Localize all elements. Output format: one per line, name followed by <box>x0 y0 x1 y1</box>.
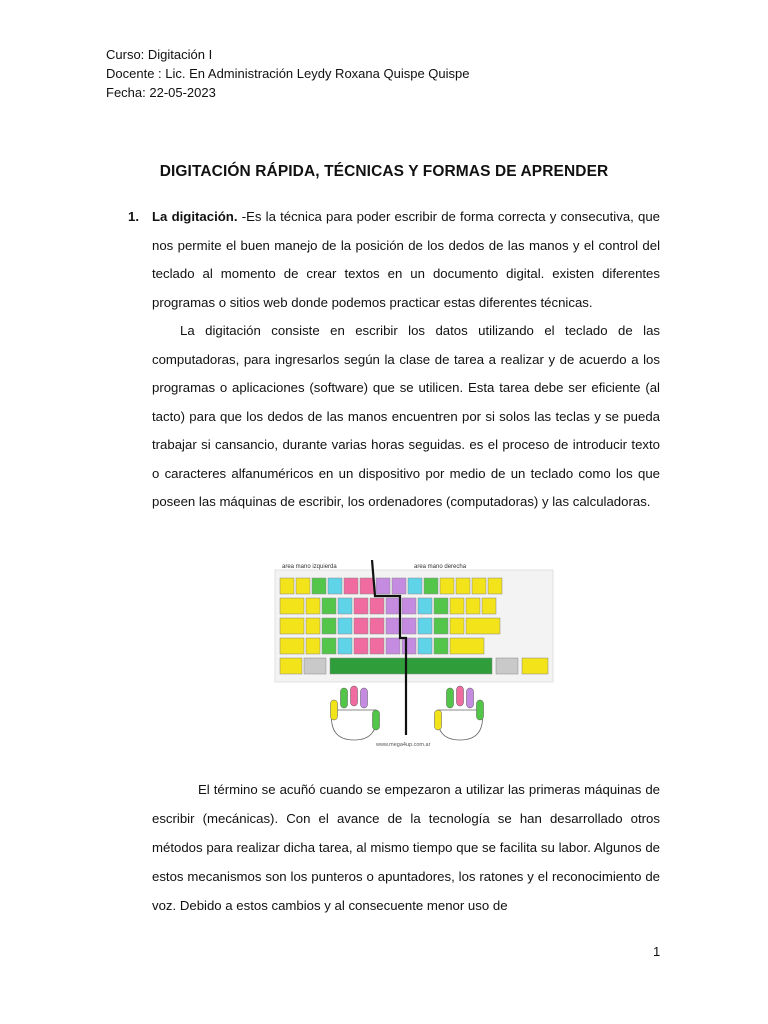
keyboard-key <box>402 618 416 634</box>
watermark-url: www.mega4up.com.ar <box>376 742 431 748</box>
section-history <box>152 775 660 920</box>
keyboard-key <box>338 618 352 634</box>
keyboard-diagram <box>272 560 558 754</box>
keyboard-key <box>386 598 400 614</box>
history-paragraph: El término se acuñó cuando se empezaron a utilizar las primeras máquinas de escribir (mecánicas). Con el avance de la tecnología se han desarrollado otros métodos para realizar dicha tarea, al mismo tiempo que se facilita su labor. Algunos de estos mecanismos son los punteros o apuntadores, los ratones y el reconocimiento de voz. Debido a estos cambios y al consecuente menor uso de <box>152 782 660 913</box>
keyboard-key <box>354 598 368 614</box>
keyboard-key <box>434 638 448 654</box>
keyboard-key <box>370 638 384 654</box>
keyboard-key <box>306 638 320 654</box>
keyboard-key <box>424 578 438 594</box>
finger <box>331 700 338 720</box>
keyboard-key <box>386 638 400 654</box>
keyboard-key <box>472 578 486 594</box>
keyboard-key <box>522 658 548 674</box>
finger <box>351 686 358 706</box>
keyboard-key <box>280 658 302 674</box>
keyboard-key <box>322 638 336 654</box>
keyboard-key <box>402 598 416 614</box>
document-header <box>106 45 469 102</box>
hand-palm <box>437 710 482 740</box>
finger <box>457 686 464 706</box>
hand-palm <box>331 710 376 740</box>
keyboard-key <box>434 598 448 614</box>
label-right-hand: area mano derecha <box>414 564 467 570</box>
keyboard-key <box>408 578 422 594</box>
keyboard-key <box>434 618 448 634</box>
keyboard-key <box>450 638 484 654</box>
keyboard-key <box>402 638 416 654</box>
keyboard-key <box>338 638 352 654</box>
section-digitacion <box>128 203 660 517</box>
teacher-line: Docente : Lic. En Administración Leydy Roxana Quispe Quispe <box>106 66 470 81</box>
keyboard-key <box>280 598 304 614</box>
keyboard-key <box>376 578 390 594</box>
keyboard-key <box>330 658 492 674</box>
finger <box>361 688 368 708</box>
course-line: Curso: Digitación I <box>106 47 213 62</box>
keyboard-key <box>280 578 294 594</box>
finger <box>435 710 442 730</box>
keyboard-hands-figure <box>272 560 558 754</box>
keyboard-key <box>450 598 464 614</box>
paragraph-2: La digitación consiste en escribir los datos utilizando el teclado de las computadoras, para ingresarlos según la clase de tarea a realizar y de acuerdo a los programas o aplicaciones (software) que se utilicen. Esta tarea debe ser eficiente (al tacto) para que los dedos de las manos encuentren por si solos las teclas y se pueda trabajar si cansancio, durante varias horas seguidas. es el proceso de introducir texto o caracteres alfanuméricos en un dispositivo por medio de un teclado como los que poseen las máquinas de escribir, los ordenadores (computadoras) y las calculadoras. <box>152 323 660 509</box>
label-left-hand: area mano izquierda <box>282 564 337 570</box>
keyboard-key <box>322 598 336 614</box>
keyboard-key <box>450 618 464 634</box>
keyboard-key <box>354 618 368 634</box>
keyboard-key <box>280 638 304 654</box>
keyboard-key <box>280 618 304 634</box>
date-line: Fecha: 22-05-2023 <box>106 85 216 100</box>
keyboard-key <box>386 618 400 634</box>
keyboard-key <box>354 638 368 654</box>
keyboard-key <box>344 578 358 594</box>
finger <box>341 688 348 708</box>
document-title: DIGITACIÓN RÁPIDA, TÉCNICAS Y FORMAS DE APRENDER <box>159 163 609 180</box>
keyboard-key <box>482 598 496 614</box>
keyboard-key <box>322 618 336 634</box>
keyboard-key <box>306 618 320 634</box>
keyboard-key <box>392 578 406 594</box>
keyboard-key <box>440 578 454 594</box>
keyboard-key <box>418 598 432 614</box>
keyboard-key <box>312 578 326 594</box>
finger <box>373 710 380 730</box>
page-number: 1 <box>653 944 661 959</box>
keyboard-key <box>306 598 320 614</box>
definition-paragraph <box>152 203 660 317</box>
keyboard-key <box>304 658 326 674</box>
keyboard-key <box>296 578 310 594</box>
keyboard-key <box>418 618 432 634</box>
definition-text: -Es la técnica para poder escribir de forma correcta y consecutiva, que nos permite el buen manejo de la posición de los dedos de las manos y el control del teclado al momento de crear textos en un documento digital. existen diferentes programas o sitios web donde podemos practicar estas diferentes técnicas. <box>152 209 660 310</box>
list-number: 1. <box>128 209 139 224</box>
keyboard-key <box>418 638 432 654</box>
finger <box>447 688 454 708</box>
keyboard-key <box>456 578 470 594</box>
term-label: La digitación. <box>152 209 238 224</box>
keyboard-key <box>466 618 500 634</box>
keyboard-key <box>328 578 342 594</box>
finger <box>477 700 484 720</box>
finger <box>467 688 474 708</box>
keyboard-key <box>338 598 352 614</box>
keyboard-key <box>488 578 502 594</box>
keyboard-key <box>360 578 374 594</box>
keyboard-key <box>496 658 518 674</box>
keyboard-key <box>370 598 384 614</box>
keyboard-key <box>370 618 384 634</box>
keyboard-key <box>466 598 480 614</box>
